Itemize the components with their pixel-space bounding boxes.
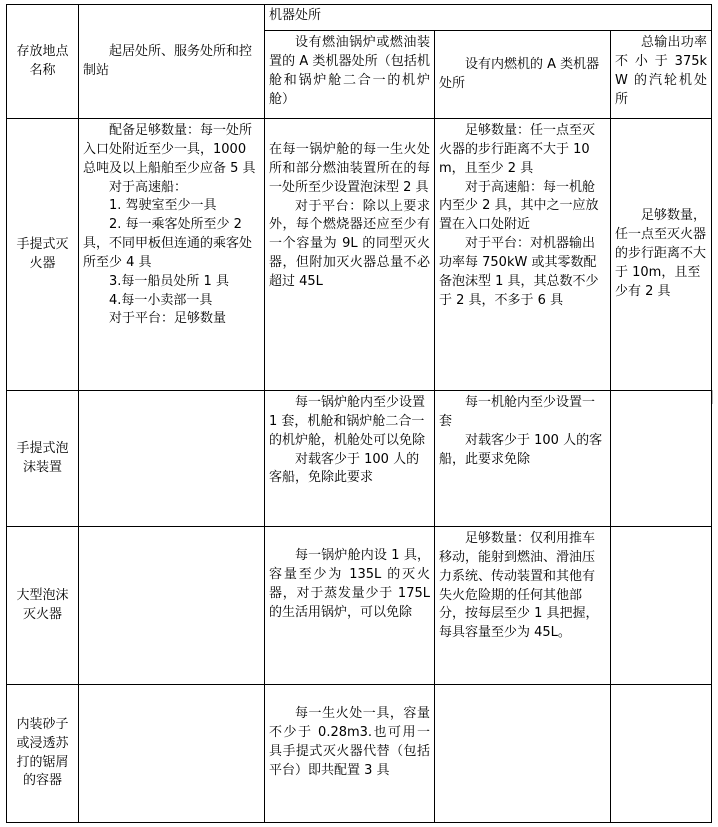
- cell-paragraph: 对于高速船：每一机舱内至少 2 具，其中之一应放置在入口处附近: [439, 179, 599, 233]
- row-name: 大型泡沫灭火器: [7, 527, 79, 685]
- table-row: [7, 685, 712, 823]
- cell-paragraph: 对于平台：对机器输出功率每 750kW 或其零数配备泡沫型 1 具，其总数不少于 2 具，不多于 6 具: [439, 236, 599, 308]
- ic-engine-cell: [435, 391, 611, 527]
- ic-engine-cell: [435, 527, 611, 685]
- boiler-cell: [265, 391, 435, 527]
- cell-paragraph: 每一生火处一具，容量不少于 0.28m3.也可用一具手提式灭火器代替（包括平台）即共配置 3 具: [269, 706, 430, 778]
- cell-paragraph: 配备足够数量：每一处所入口处附近至少一具，1000 总吨及以上船舶至少应备 5 具: [83, 123, 256, 176]
- accommodation-cell: [79, 527, 265, 685]
- cell-paragraph: 对于平台：除以上要求外，每个燃烧器还应至少有一个容量为 9L 的同型灭火器，但附加灭火器总量不必超过 45L: [269, 198, 430, 289]
- cell-paragraph: 对载客少于 100 人的客船，此要求免除: [439, 432, 603, 467]
- table-row: [7, 527, 712, 685]
- turbine-cell: [611, 119, 712, 391]
- fire-extinguisher-table: [6, 4, 712, 823]
- cell-paragraph: 对于平台：足够数量: [109, 311, 227, 327]
- header-turbine-spaces-text: 总输出功率 不 小 于 375kW 的汽轮机处所: [615, 35, 708, 107]
- cell-paragraph: 对载客少于 100 人的客船，免除此要求: [269, 451, 420, 486]
- cell-paragraph: 足够数量，任一点至灭火器的步行距离不大于 10m，且至少有 2 具: [615, 208, 707, 299]
- accommodation-cell: [79, 685, 265, 823]
- cell-paragraph: 4.每一小卖部一具: [109, 292, 213, 308]
- table-row: [7, 391, 712, 527]
- header-turbine-spaces: [611, 31, 712, 119]
- ic-engine-cell: [435, 119, 611, 391]
- cell-paragraph: 足够数量：任一点至灭火器的步行距离不大于 10m，且至少 2 具: [439, 123, 596, 176]
- turbine-cell: [611, 527, 712, 685]
- header-ic-engine-spaces-text: 设有内燃机的 A 类机器处所: [439, 56, 600, 91]
- cell-paragraph: 每一机舱内至少设置一套: [439, 395, 596, 429]
- header-boiler-spaces: [265, 31, 435, 119]
- accommodation-cell: [79, 119, 265, 391]
- row-name: 手提式灭火器: [7, 119, 79, 391]
- table-row: [7, 119, 712, 391]
- turbine-cell: [611, 391, 712, 527]
- cell-paragraph: 每一锅炉舱内设 1 具，容量至少为 135L 的灭火器，对于蒸发量少于 175L 的生活用锅炉，可以免除: [269, 548, 430, 620]
- header-accommodation: [79, 5, 265, 119]
- row-name: 手提式泡沫装置: [7, 391, 79, 527]
- cell-paragraph: 对于高速船：: [109, 179, 188, 195]
- cell-paragraph: 足够数量：仅利用推车移动，能射到燃油、滑油压力系统、传动装置和其他有失火危险期的任何其他部分，按每层至少 1 具把握，每具容量至少为 45L。: [439, 531, 599, 641]
- turbine-cell: [611, 685, 712, 823]
- boiler-cell: [265, 119, 435, 391]
- header-ic-engine-spaces: [435, 31, 611, 119]
- accommodation-cell: [79, 391, 265, 527]
- header-accommodation-text: 起居处所、服务处所和控制站: [83, 43, 253, 78]
- header-storage-location: 存放地点名称: [7, 5, 79, 119]
- header-machinery-spaces: 机器处所: [265, 5, 712, 31]
- boiler-cell: [265, 685, 435, 823]
- header-boiler-spaces-text: 设有燃油锅炉或燃油装置的 A 类机器处所（包括机舱和锅炉舱二合一的机炉舱）: [269, 35, 430, 107]
- cell-paragraph: 在每一锅炉舱的每一生火处所和部分燃油装置所在的每一处所至少设置泡沫型 2 具: [269, 142, 430, 195]
- cell-paragraph: 每一锅炉舱内至少设置 1 套，机舱和锅炉舱二合一的机炉舱，机舱处可以免除: [269, 395, 426, 448]
- boiler-cell: [265, 527, 435, 685]
- page-edge-mark: [712, 390, 718, 404]
- ic-engine-cell: [435, 685, 611, 823]
- cell-paragraph: 2. 每一乘客处所至少 2 具，不同甲板但连通的乘客处所至少 4 具: [83, 217, 253, 270]
- cell-paragraph: 3.每一船员处所 1 具: [109, 273, 229, 289]
- cell-paragraph: 1. 驾驶室至少一具: [109, 198, 217, 214]
- row-name: 内装砂子或浸透苏打的锯屑的容器: [7, 685, 79, 823]
